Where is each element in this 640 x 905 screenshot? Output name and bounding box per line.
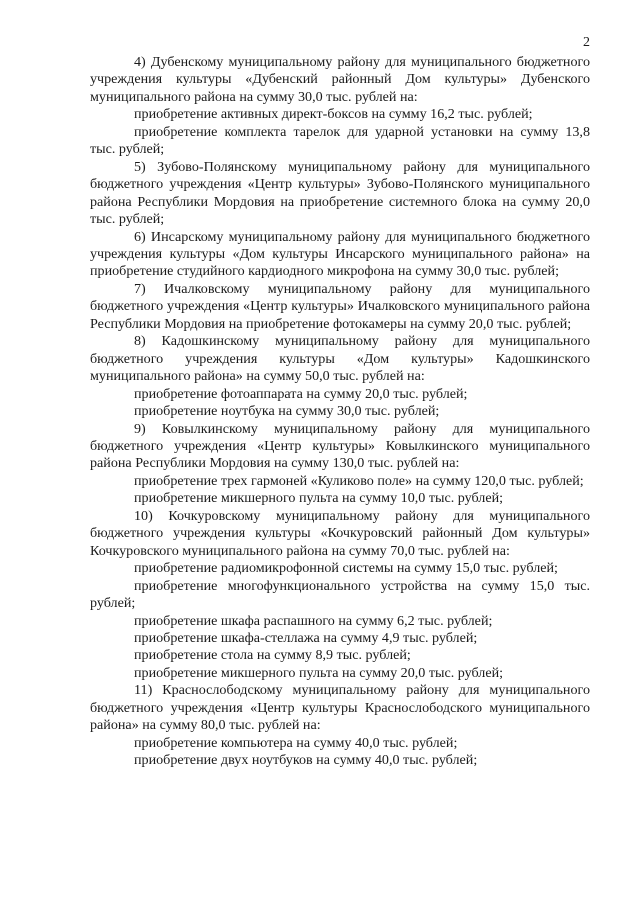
document-body [90,54,590,770]
paragraph: приобретение шкафа-стеллажа на сумму 4,9 тыс. рублей; [134,629,478,646]
paragraph: 10) Кочкуровскому муниципальному району для муниципального бюджетного учреждения культуры «Кочкуровский районный Дом культуры» Кочкуровского муниципального района на сумму 70,0 тыс. рублей на: [90,507,590,559]
paragraph: 9) Ковылкинскому муниципальному району для муниципального бюджетного учреждения «Центр культуры» Ковылкинского муниципального района Республики Мордовия на сумму 130,0 тыс. рублей на: [90,420,590,472]
paragraph: 7) Ичалковскому муниципальному району для муниципального бюджетного учреждения «Центр культуры» Ичалковского муниципального района Республики Мордовия на приобретение фотокамеры на сумму 20,0 тыс. рублей; [90,280,590,332]
paragraph: 5) Зубово-Полянскому муниципальному району для муниципального бюджетного учреждения «Центр культуры» Зубово-Полянского муниципального района Республики Мордовия на приобретение системного блока на сумму 20,0 тыс. рублей; [90,158,590,228]
paragraph: приобретение стола на сумму 8,9 тыс. рублей; [134,647,411,664]
paragraph: приобретение двух ноутбуков на сумму 40,0 тыс. рублей; [134,752,478,769]
paragraph: 6) Инсарскому муниципальному району для муниципального бюджетного учреждения культуры «Дом культуры Инсарского муниципального района» на приобретение студийного кардиодного микрофона на сумму 30,0 тыс. рублей; [90,228,590,280]
paragraph: приобретение компьютера на сумму 40,0 тыс. рублей; [134,734,458,751]
paragraph: приобретение ноутбука на сумму 30,0 тыс. рублей; [134,403,440,420]
paragraph: 11) Краснослободскому муниципальному району для муниципального бюджетного учреждения «Центр культуры Краснослободского муниципального района» на сумму 80,0 тыс. рублей на: [90,682,590,734]
paragraph: приобретение трех гармоней «Куликово поле» на сумму 120,0 тыс. рублей; [134,472,584,489]
paragraph: 8) Кадошкинскому муниципальному району для муниципального бюджетного учреждения культуры «Дом культуры» Кадошкинского муниципального района» на сумму 50,0 тыс. рублей на: [90,333,590,385]
paragraph: 4) Дубенскому муниципальному району для муниципального бюджетного учреждения культуры «Дубенский районный Дом культуры» Дубенского муниципального района на сумму 30,0 тыс. рублей на: [90,54,590,105]
paragraph: приобретение многофункционального устройства на сумму 15,0 тыс. рублей; [90,577,590,612]
paragraph: приобретение шкафа распашного на сумму 6,2 тыс. рублей; [134,612,493,629]
page-number: 2 [583,35,590,50]
paragraph: приобретение фотоаппарата на сумму 20,0 тыс. рублей; [134,385,468,402]
paragraph: приобретение активных директ-боксов на сумму 16,2 тыс. рублей; [134,106,533,123]
paragraph: приобретение микшерного пульта на сумму 20,0 тыс. рублей; [134,664,504,681]
paragraph: приобретение комплекта тарелок для ударной установки на сумму 13,8 тыс. рублей; [90,123,590,158]
paragraph: приобретение радиомикрофонной системы на сумму 15,0 тыс. рублей; [134,560,558,577]
paragraph: приобретение микшерного пульта на сумму 10,0 тыс. рублей; [134,490,504,507]
